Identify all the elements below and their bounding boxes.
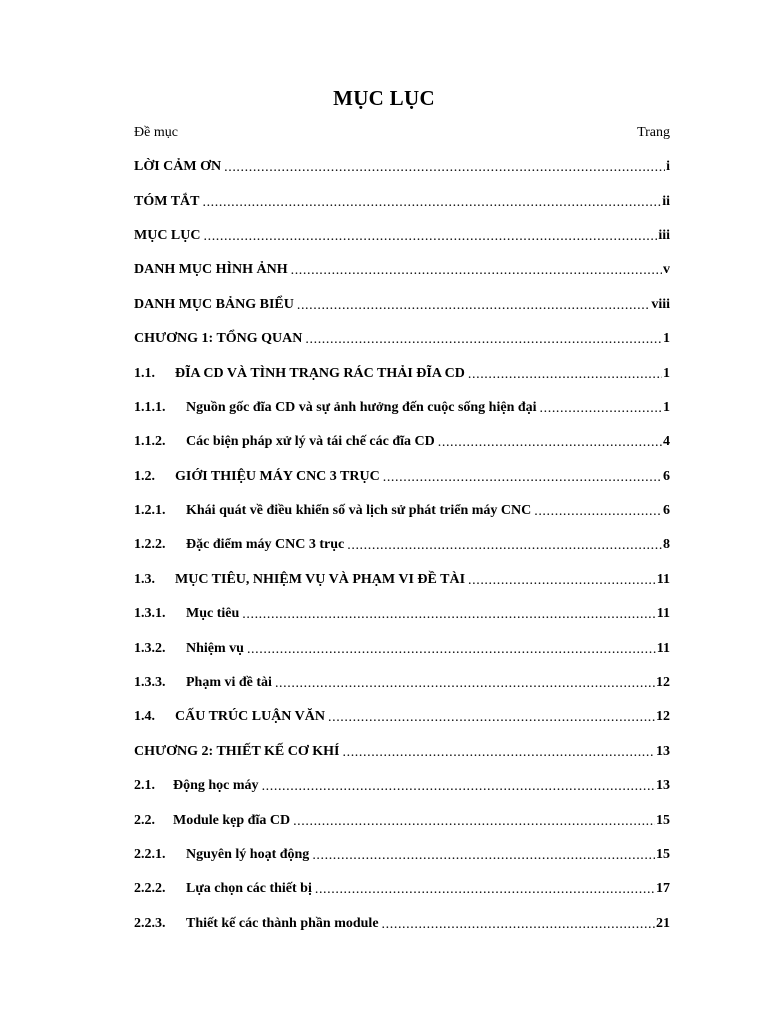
toc-entry-label: LỜI CẢM ƠN [134, 159, 222, 175]
toc-entry[interactable] [134, 219, 670, 253]
toc-entry-page: 21 [656, 915, 670, 931]
toc-entry-number: 2.2.3. [134, 915, 166, 931]
dot-leader [262, 779, 655, 793]
toc-entry-page: iii [658, 227, 670, 243]
toc-entry[interactable] [134, 150, 670, 184]
dot-leader [297, 298, 650, 312]
toc-entry-number: 2.2. [134, 812, 155, 828]
toc-entry-label: Động học máy [173, 778, 259, 794]
table-of-contents [134, 150, 670, 941]
dot-leader [312, 848, 655, 862]
toc-entry-page: 1 [663, 399, 670, 415]
dot-leader [347, 538, 662, 552]
dot-leader [383, 470, 662, 484]
toc-entry-label: Nguyên lý hoạt động [186, 847, 310, 862]
toc-entry[interactable] [134, 528, 670, 562]
toc-entry[interactable] [134, 769, 670, 803]
toc-entry[interactable] [134, 838, 670, 872]
toc-entry[interactable] [134, 735, 670, 769]
toc-entry[interactable] [134, 597, 670, 631]
toc-entry-label: MỤC LỤC [134, 227, 201, 243]
dot-leader [305, 332, 662, 346]
toc-entry-label: MỤC TIÊU, NHIỆM VỤ VÀ PHẠM VI ĐỀ TÀI [175, 571, 466, 587]
toc-entry-number: 1.2.2. [134, 537, 166, 553]
dot-leader [534, 504, 662, 518]
toc-entry[interactable] [134, 700, 670, 734]
toc-entry-label: Phạm vi đề tài [186, 675, 272, 691]
toc-entry[interactable] [134, 666, 670, 700]
toc-entry-number: 1.1. [134, 365, 155, 381]
dot-leader [540, 401, 662, 415]
toc-entry-page: 6 [663, 468, 670, 484]
toc-entry[interactable] [134, 494, 670, 528]
column-section-label: Đề mục [134, 125, 178, 140]
toc-entry-page: 17 [656, 881, 670, 897]
toc-entry[interactable] [134, 322, 670, 356]
toc-entry-label: Lựa chọn các thiết bị [186, 881, 312, 897]
toc-entry-page: 15 [656, 847, 670, 862]
toc-entry-page: 1 [663, 365, 670, 381]
toc-entry-page: 13 [656, 778, 670, 794]
dot-leader [204, 229, 658, 243]
toc-entry-label: ĐĨA CD VÀ TÌNH TRẠNG RÁC THẢI ĐĨA CD [175, 365, 465, 381]
toc-entry[interactable] [134, 460, 670, 494]
toc-entry-page: 11 [656, 571, 670, 587]
toc-entry[interactable] [134, 872, 670, 906]
column-page-label: Trang [637, 125, 670, 140]
dot-leader [242, 607, 656, 621]
toc-entry-page: 4 [663, 434, 670, 450]
toc-entry-label: Đặc điểm máy CNC 3 trục [186, 537, 345, 553]
toc-entry-number: 1.4. [134, 709, 155, 725]
toc-entry-number: 1.1.2. [134, 434, 166, 450]
toc-entry-label: DANH MỤC HÌNH ẢNH [134, 262, 288, 278]
dot-leader [468, 367, 662, 381]
dot-leader [438, 435, 662, 449]
toc-entry-page: 6 [663, 503, 670, 519]
toc-entry-number: 1.3. [134, 571, 155, 587]
toc-entry-page: ii [662, 193, 670, 209]
toc-entry-label: TÓM TẮT [134, 193, 200, 209]
toc-entry[interactable] [134, 425, 670, 459]
dot-leader [343, 745, 656, 759]
toc-entry-page: 15 [656, 812, 670, 828]
toc-entry-number: 1.2. [134, 468, 155, 484]
toc-entry[interactable] [134, 907, 670, 941]
dot-leader [275, 676, 655, 690]
toc-entry[interactable] [134, 631, 670, 665]
toc-entry[interactable] [134, 356, 670, 390]
toc-entry[interactable] [134, 391, 670, 425]
toc-entry-label: Thiết kế các thành phần module [186, 915, 379, 931]
page-title: MỤC LỤC [333, 86, 435, 110]
toc-entry-label: Các biện pháp xử lý và tái chế các đĩa CD [186, 434, 435, 450]
toc-entry-number: 1.3.3. [134, 675, 166, 691]
toc-entry[interactable] [134, 184, 670, 218]
dot-leader [291, 263, 662, 277]
toc-entry[interactable] [134, 563, 670, 597]
toc-entry-number: 1.1.1. [134, 399, 166, 415]
toc-entry-label: Mục tiêu [186, 606, 240, 622]
toc-entry-page: i [666, 159, 670, 175]
dot-leader [202, 195, 661, 209]
toc-entry[interactable] [134, 803, 670, 837]
toc-entry-label: CẤU TRÚC LUẬN VĂN [175, 709, 325, 725]
toc-entry-page: 11 [656, 606, 670, 622]
toc-entry-label: Nguồn gốc đĩa CD và sự ảnh hưởng đến cuộc sống hiện đại [186, 399, 537, 415]
toc-entry-page: v [663, 262, 670, 278]
toc-entry-number: 2.1. [134, 778, 155, 794]
toc-entry-number: 1.3.1. [134, 606, 166, 622]
toc-entry-number: 2.2.1. [134, 847, 166, 862]
dot-leader [382, 917, 655, 931]
dot-leader [315, 882, 655, 896]
toc-entry-number: 2.2.2. [134, 881, 166, 897]
toc-entry-page: 11 [656, 640, 670, 656]
dot-leader [247, 642, 656, 656]
toc-entry-label: GIỚI THIỆU MÁY CNC 3 TRỤC [175, 468, 380, 484]
toc-entry-page: 8 [663, 537, 670, 553]
toc-entry-number: 1.3.2. [134, 640, 166, 656]
dot-leader [224, 160, 665, 174]
toc-entry[interactable] [134, 253, 670, 287]
dot-leader [293, 814, 655, 828]
toc-entry[interactable] [134, 288, 670, 322]
dot-leader [328, 710, 655, 724]
toc-entry-label: CHƯƠNG 1: TỔNG QUAN [134, 331, 303, 347]
toc-entry-number: 1.2.1. [134, 503, 166, 519]
toc-entry-label: Khái quát về điều khiển số và lịch sử phát triển máy CNC [186, 503, 532, 519]
toc-entry-page: 12 [656, 709, 670, 725]
dot-leader [468, 573, 656, 587]
toc-column-header [134, 125, 670, 141]
toc-entry-page: 12 [656, 675, 670, 691]
toc-entry-label: Module kẹp đĩa CD [173, 812, 291, 828]
toc-entry-page: 1 [663, 331, 670, 347]
toc-entry-label: CHƯƠNG 2: THIẾT KẾ CƠ KHÍ [134, 743, 340, 759]
toc-entry-page: 13 [656, 743, 670, 759]
toc-entry-page: viii [651, 296, 670, 312]
toc-entry-label: DANH MỤC BẢNG BIỂU [134, 296, 294, 312]
toc-entry-label: Nhiệm vụ [186, 640, 244, 656]
